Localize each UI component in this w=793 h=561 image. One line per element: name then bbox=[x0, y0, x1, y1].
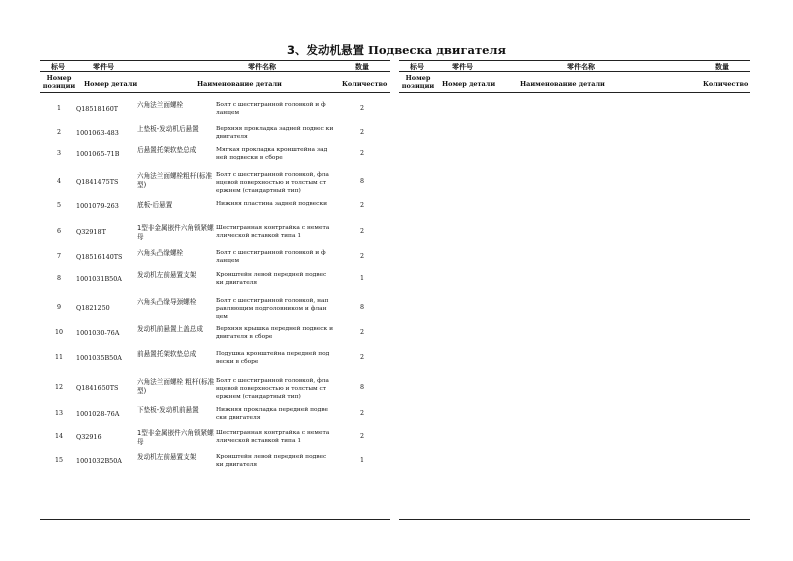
row-position: 4 bbox=[56, 178, 61, 185]
row-name-ru: Нижняя пластина задней подвески bbox=[216, 201, 328, 207]
row-name-cn: 发动机前悬置上盖总成 bbox=[137, 325, 203, 333]
row-name-ru: Болт с шестигранной головкой и ф ланцем bbox=[216, 250, 326, 264]
row-quantity: 2 bbox=[359, 410, 364, 417]
row-name-ru: Мягкая прокладка кронштейна зад ней подвески в сборе bbox=[216, 147, 328, 161]
row-name-cn: 1型非金属嵌件六角锁紧螺母 bbox=[137, 224, 214, 241]
row-quantity: 2 bbox=[359, 202, 364, 209]
row-part-number: 1001032B50A bbox=[76, 457, 122, 465]
row-part-number: Q1841475TS bbox=[76, 178, 119, 186]
row-part-number: Q18516140TS bbox=[76, 253, 123, 261]
row-name-cn: 上垫板-发动机后悬置 bbox=[137, 125, 199, 133]
row-name-cn: 1型非金属嵌件六角锁紧螺母 bbox=[137, 429, 214, 446]
row-part-number: Q32916 bbox=[76, 433, 102, 441]
row-quantity: 2 bbox=[359, 433, 364, 440]
row-name-cn: 六角法兰面螺栓 bbox=[137, 101, 184, 109]
row-position: 1 bbox=[56, 105, 61, 112]
row-part-number: 1001035B50A bbox=[76, 354, 122, 362]
row-part-number: 1001065-71B bbox=[76, 150, 120, 158]
row-position: 7 bbox=[56, 253, 61, 260]
row-part-number: Q32918T bbox=[76, 228, 106, 236]
bottom-rule-right bbox=[399, 519, 750, 520]
row-position: 8 bbox=[56, 275, 61, 282]
row-name-ru: Болт с шестигранной головкой, нап равляющим подголовником и флан цем bbox=[216, 298, 329, 320]
row-name-cn: 六角法兰面螺栓 粗杆(标准型) bbox=[137, 378, 215, 395]
col-pos-ru-right: Номер позиции bbox=[401, 74, 435, 90]
row-part-number: 1001063-483 bbox=[76, 129, 119, 137]
col-qty-ru: Количество bbox=[342, 80, 388, 88]
row-name-cn: 六角法兰面螺栓粗杆(标准型) bbox=[137, 172, 213, 189]
col-part-cn-right: 零件号 bbox=[452, 63, 473, 71]
col-qty-ru-right: Количество bbox=[703, 80, 749, 88]
row-name-ru: Верхняя прокладка задней подвес ки двигателя bbox=[216, 126, 334, 140]
row-quantity: 8 bbox=[359, 304, 364, 311]
row-part-number: 1001031B50A bbox=[76, 275, 122, 283]
row-position: 15 bbox=[54, 457, 63, 464]
col-name-ru-right: Наименование детали bbox=[520, 80, 605, 88]
row-part-number: 1001028-76A bbox=[76, 410, 120, 418]
row-position: 9 bbox=[56, 304, 61, 311]
row-name-cn: 六角头凸缘导颈螺栓 bbox=[137, 298, 197, 306]
table-row bbox=[40, 325, 390, 341]
row-part-number: 1001030-76A bbox=[76, 329, 120, 337]
row-quantity: 2 bbox=[359, 354, 364, 361]
col-pos-cn-right: 标号 bbox=[410, 63, 424, 71]
row-part-number: Q1841650TS bbox=[76, 384, 119, 392]
table-row bbox=[40, 377, 390, 399]
col-qty-cn-right: 数量 bbox=[715, 63, 729, 71]
row-position: 13 bbox=[54, 410, 63, 417]
row-name-cn: 发动机左前悬置支架 bbox=[137, 453, 197, 461]
table-row bbox=[40, 406, 390, 422]
row-name-cn: 后悬置托架软垫总成 bbox=[137, 146, 197, 154]
row-name-cn: 发动机左前悬置支架 bbox=[137, 271, 197, 279]
row-position: 11 bbox=[54, 354, 63, 361]
title-cn: 3、发动机悬置 bbox=[286, 43, 368, 57]
col-part-ru: Номер детали bbox=[84, 80, 138, 88]
col-part-ru-right: Номер детали bbox=[442, 80, 496, 88]
page-title bbox=[0, 42, 793, 58]
table-row bbox=[40, 350, 390, 366]
row-position: 6 bbox=[56, 228, 61, 235]
table-row bbox=[40, 224, 390, 240]
row-quantity: 1 bbox=[359, 275, 364, 282]
row-position: 2 bbox=[56, 129, 61, 136]
table-row bbox=[40, 249, 390, 265]
row-quantity: 1 bbox=[359, 457, 364, 464]
row-quantity: 8 bbox=[359, 384, 364, 391]
row-name-cn: 下垫板-发动机前悬置 bbox=[137, 406, 199, 414]
table-row bbox=[40, 125, 390, 141]
row-name-ru: Кронштейн левой передней подвес ки двигателя bbox=[216, 272, 327, 286]
row-name-ru: Шестигранная контргайка с немета ллической вставкой типа 1 bbox=[216, 225, 330, 239]
title-ru: Подвеска двигателя bbox=[368, 43, 506, 57]
parts-table-right bbox=[399, 60, 750, 100]
col-name-cn-right: 零件名称 bbox=[567, 63, 595, 71]
row-name-ru: Болт с шестигранной головкой, фла нцевой поверхностью и толстым ст ержнем (стандартный тип) bbox=[216, 378, 329, 400]
table-row bbox=[40, 271, 390, 287]
row-name-ru: Подушка кронштейна передней под вески в сборе bbox=[216, 351, 330, 365]
row-name-ru: Нижняя прокладка передней подве ски двигателя bbox=[216, 407, 328, 421]
parts-table-left bbox=[40, 60, 390, 480]
row-quantity: 2 bbox=[359, 150, 364, 157]
row-part-number: 1001079-263 bbox=[76, 202, 119, 210]
row-name-ru: Верхняя крышка передней подвеск и двигателя в сборе bbox=[216, 326, 334, 340]
row-name-cn: 底板-后悬置 bbox=[137, 201, 173, 209]
table-row bbox=[40, 171, 390, 193]
table-row bbox=[40, 101, 390, 117]
col-qty-cn: 数量 bbox=[355, 63, 369, 71]
row-quantity: 2 bbox=[359, 129, 364, 136]
row-position: 5 bbox=[56, 202, 61, 209]
table-row bbox=[40, 146, 390, 162]
table-row bbox=[40, 200, 390, 212]
row-name-ru: Болт с шестигранной головкой, фла нцевой поверхностью и толстым ст ержнем (стандартный тип) bbox=[216, 172, 329, 194]
row-position: 10 bbox=[54, 329, 63, 336]
row-position: 14 bbox=[54, 433, 63, 440]
table-row bbox=[40, 297, 390, 319]
bottom-rule-left bbox=[40, 519, 390, 520]
row-quantity: 2 bbox=[359, 253, 364, 260]
col-pos-cn: 标号 bbox=[51, 63, 65, 71]
row-quantity: 8 bbox=[359, 178, 364, 185]
row-name-cn: 前悬置托架软垫总成 bbox=[137, 350, 197, 358]
col-part-cn: 零件号 bbox=[93, 63, 114, 71]
row-part-number: Q1821250 bbox=[76, 304, 110, 312]
row-name-ru: Шестигранная контргайка с немета ллической вставкой типа 1 bbox=[216, 430, 330, 444]
row-quantity: 2 bbox=[359, 329, 364, 336]
table-row bbox=[40, 429, 390, 445]
row-part-number: Q18518160T bbox=[76, 105, 119, 113]
row-position: 12 bbox=[54, 384, 63, 391]
col-pos-ru: Номер позиции bbox=[42, 74, 76, 90]
row-name-ru: Болт с шестигранной головкой и ф ланцем bbox=[216, 102, 326, 116]
row-name-ru: Кронштейн левой передней подвес ки двигателя bbox=[216, 454, 327, 468]
col-name-cn: 零件名称 bbox=[248, 63, 276, 71]
row-quantity: 2 bbox=[359, 228, 364, 235]
table-row bbox=[40, 453, 390, 469]
row-name-cn: 六角头凸缘螺栓 bbox=[137, 249, 184, 257]
row-position: 3 bbox=[56, 150, 61, 157]
row-quantity: 2 bbox=[359, 105, 364, 112]
col-name-ru: Наименование детали bbox=[197, 80, 282, 88]
